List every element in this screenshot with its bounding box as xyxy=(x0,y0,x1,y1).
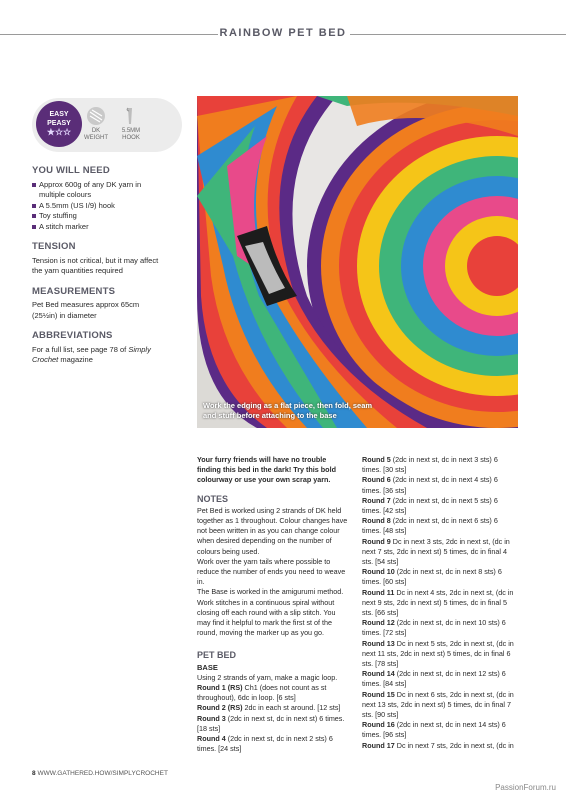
round-text: Dc in next 3 sts, 2dc in next st, (dc in next 7 sts, 2dc in next st) 5 times, dc in final 4 sts. [54 sts] xyxy=(362,536,510,567)
notes-paragraph: Pet Bed is worked using 2 strands of DK held together as 1 throughout. Colour changes have not been written in as you can change colour when desired depending on the number of colours being used. xyxy=(197,505,348,556)
round-label: Round 17 xyxy=(362,740,395,750)
round-label: Round 6 xyxy=(362,475,391,485)
round-text: (2dc in next st, dc in next 12 sts) 6 times. [84 sts] xyxy=(362,669,506,689)
materials-item: A stitch marker xyxy=(32,222,160,233)
base-start-text: Using 2 strands of yarn, make a magic loop. xyxy=(197,672,338,682)
round-line xyxy=(362,455,518,475)
measurements-heading: MEASUREMENTS xyxy=(32,285,116,297)
photo-caption: Work the edging as a flat piece, then fold, seam and stuff before attaching to the base xyxy=(203,401,373,420)
round-label: Round 9 xyxy=(362,536,391,546)
round-line xyxy=(362,669,518,689)
instructions-column-right xyxy=(362,455,518,751)
round-text: (2dc in next st, dc in next 10 sts) 6 times. [72 sts] xyxy=(362,618,506,638)
notes-heading: NOTES xyxy=(197,493,229,504)
footer-url: WWW.GATHERED.HOW/SIMPLYCROCHET xyxy=(37,770,168,777)
page-title: RAINBOW PET BED xyxy=(219,27,347,39)
round-label: Round 14 xyxy=(362,669,395,679)
round-label: Round 12 xyxy=(362,618,395,628)
abbreviations-section xyxy=(32,331,160,366)
difficulty-badge-strip xyxy=(32,98,182,152)
intro-text: Your furry friends will have no trouble finding this bed in the dark! Try this bold colourway or use your own scrap yarn. xyxy=(197,455,336,485)
round-line xyxy=(362,618,518,638)
instructions-column-left xyxy=(197,455,349,754)
you-will-need-section xyxy=(32,166,160,232)
round-line xyxy=(362,537,518,568)
yarn-weight-label: DK WEIGHT xyxy=(84,128,108,141)
round-line xyxy=(362,741,518,751)
page-number: 8 xyxy=(32,770,36,777)
round-text: (2dc in next st, dc in next 2 sts) 6 times. [24 sts] xyxy=(197,734,333,754)
round-text: (2dc in next st, dc in next 8 sts) 6 times. [60 sts] xyxy=(362,567,502,587)
round-label: Round 11 xyxy=(362,587,395,597)
difficulty-badge xyxy=(36,101,82,147)
materials-item: A 5.5mm (US I/9) hook xyxy=(32,201,160,212)
round-text: Dc in next 5 sts, 2dc in next st, (dc in next 11 sts, 2dc in next st) 5 times, dc in final 6 sts. [78 sts] xyxy=(362,638,514,669)
round-label: Round 16 xyxy=(362,720,395,730)
tension-text: Tension is not critical, but it may affect the yarn quantities required xyxy=(32,255,159,275)
base-subheading: BASE xyxy=(197,662,218,672)
round-text: (2dc in next st, dc in next 14 sts) 6 times. [96 sts] xyxy=(362,720,506,740)
magazine-title: Simply Crochet xyxy=(32,344,151,364)
pet-bed-photo xyxy=(197,96,518,428)
you-will-need-heading: YOU WILL NEED xyxy=(32,165,110,176)
round-label: Round 3 xyxy=(197,713,226,723)
round-line xyxy=(362,475,518,495)
watermark: PassionForum.ru xyxy=(495,783,556,792)
measurements-text: Pet Bed measures approx 65cm (25½in) in diameter xyxy=(32,300,140,320)
round-text: (2dc in next st, dc in next 3 sts) 6 times. [30 sts] xyxy=(362,455,498,475)
difficulty-line1: EASY xyxy=(49,111,69,118)
round-label: Round 2 (RS) xyxy=(197,703,243,713)
round-text: Dc in next 4 sts, 2dc in next st, (dc in next 9 sts, 2dc in next st) 5 times, dc in final 5 sts. [66 sts] xyxy=(362,587,514,618)
round-label: Round 8 xyxy=(362,516,391,526)
round-label: Round 13 xyxy=(362,638,395,648)
round-line xyxy=(362,516,518,536)
round-line xyxy=(197,734,349,754)
round-label: Round 4 xyxy=(197,734,226,744)
round-text: Dc in next 7 sts, 2dc in next st, (dc in xyxy=(394,740,514,750)
round-line xyxy=(362,496,518,516)
round-label: Round 1 (RS) xyxy=(197,683,243,693)
round-label: Round 15 xyxy=(362,689,395,699)
round-line xyxy=(362,567,518,587)
pattern-heading: PET BED xyxy=(197,650,237,661)
round-line xyxy=(362,690,518,721)
round-text: (2dc in next st, dc in next st) 6 times. [18 sts] xyxy=(197,713,345,733)
notes-paragraph: The Base is worked in the amigurumi method. Work stitches in a continuous spiral without closing off each round with a slip stitch. You may find it helpful to mark the first st of the round, moving the marker up as you go. xyxy=(197,587,344,638)
page-footer xyxy=(32,770,168,777)
round-label: Round 5 xyxy=(362,455,391,464)
hook-size-label: 5.5MM HOOK xyxy=(121,128,141,141)
materials-item: Approx 600g of any DK yarn in multiple colours xyxy=(32,180,160,201)
notes-paragraph: Work over the yarn tails where possible to reduce the number of ends you need to weave in. xyxy=(197,556,346,587)
round-line xyxy=(197,714,349,734)
abbreviations-heading: ABBREVIATIONS xyxy=(32,330,113,341)
abbreviations-suffix: magazine xyxy=(58,355,93,364)
round-text: (2dc in next st, dc in next 4 sts) 6 times. [36 sts] xyxy=(362,475,498,495)
abbreviations-text xyxy=(32,345,160,366)
materials-item: Toy stuffing xyxy=(32,211,160,222)
difficulty-line2: PEASY xyxy=(47,120,71,127)
round-line xyxy=(362,639,518,670)
round-label: Round 7 xyxy=(362,495,391,505)
round-text: (2dc in next st, dc in next 5 sts) 6 times. [42 sts] xyxy=(362,495,498,516)
measurements-section xyxy=(32,287,160,322)
materials-column xyxy=(32,166,160,376)
round-text: Ch1 (does not count as st throughout), 6dc in loop. [6 sts] xyxy=(197,683,327,703)
tension-section xyxy=(32,242,160,277)
round-line xyxy=(362,720,518,740)
round-line xyxy=(197,703,349,713)
crochet-rainbow-illustration xyxy=(197,96,518,428)
round-text: Dc in next 6 sts, 2dc in next st, (dc in next 13 sts, 2dc in next st) 5 times, dc in final 7 sts. [90 sts] xyxy=(362,689,514,720)
materials-list xyxy=(32,180,160,233)
round-line xyxy=(362,588,518,619)
difficulty-stars: ★☆☆ xyxy=(46,127,72,137)
abbreviations-lead: For a full list, see page 78 of xyxy=(32,344,127,354)
round-text: 2dc in each st around. [12 sts] xyxy=(242,703,341,713)
tension-heading: TENSION xyxy=(32,241,76,252)
round-text: (2dc in next st, dc in next 6 sts) 6 times. [48 sts] xyxy=(362,516,498,536)
round-label: Round 10 xyxy=(362,567,395,577)
round-line xyxy=(197,683,349,703)
